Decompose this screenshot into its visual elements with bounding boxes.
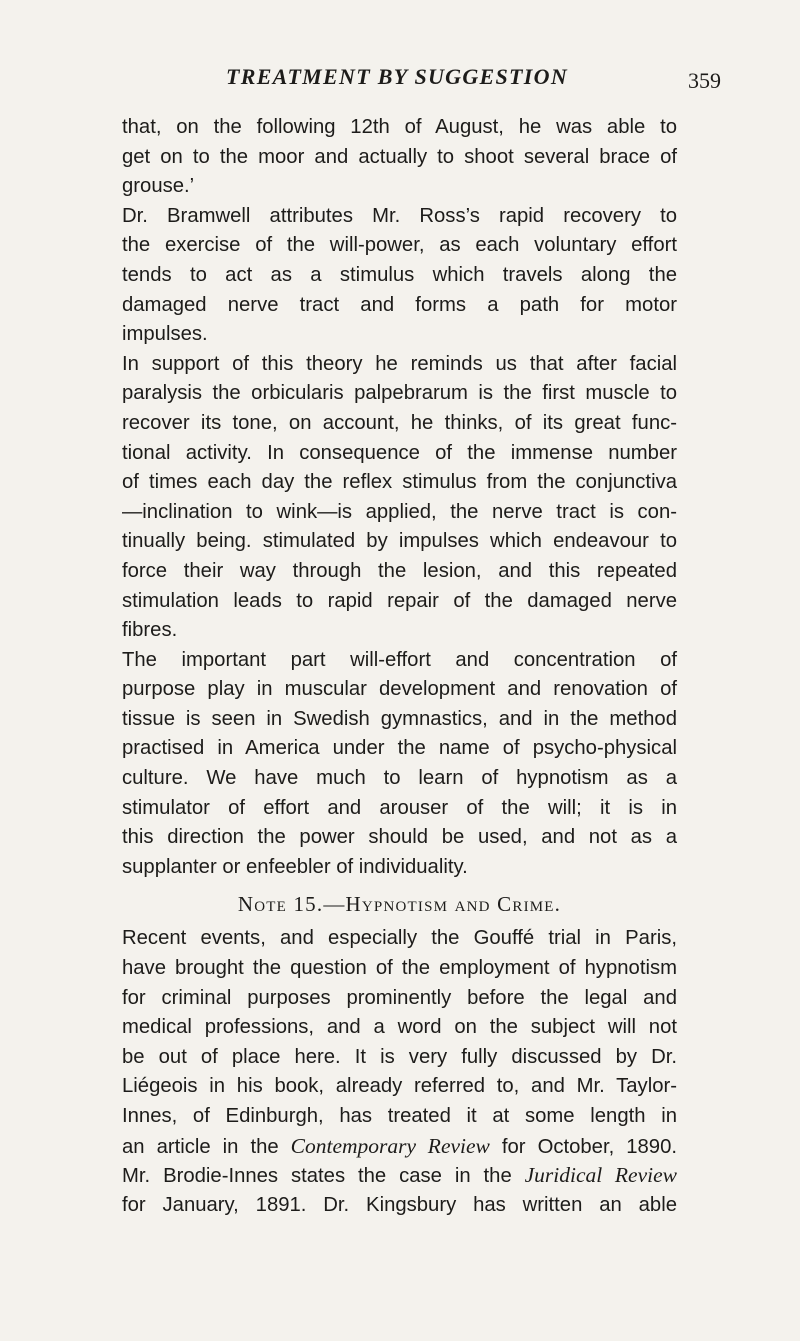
text-run: for October, 1890. [489,1135,677,1158]
text-line: tinually being. stimulated by impulses which endeavour to [122,530,677,553]
paragraphs-before-heading [122,113,677,882]
text-line: force their way through the lesion, and this repeated [122,559,677,582]
text-run: an article in the [122,1135,291,1158]
running-head [0,64,800,94]
running-title: TREATMENT BY SUGGESTION [226,64,569,89]
text-line: Liégeois in his book, already referred to, and Mr. Taylor- [122,1075,677,1098]
text-line: supplanter or enfeebler of individuality. [122,855,468,878]
text-line: stimulation leads to rapid repair of the damaged nerve [122,589,677,612]
text-line: tends to act as a stimulus which travels along the [122,263,677,286]
text-line: damaged nerve tract and forms a path for motor [122,293,677,316]
page-number: 359 [688,68,721,93]
text-line-final: for January, 1891. Dr. Kingsbury has written an able [122,1193,677,1216]
journal-title-italic: Juridical Review [524,1163,677,1188]
text-line: grouse.’ [122,175,195,198]
heading-title: Hypnotism and Crime. [345,892,562,917]
text-line: medical professions, and a word on the subject will not [122,1016,677,1039]
text-line: fibres. [122,619,178,642]
text-line: the exercise of the will-power, as each voluntary effort [122,234,677,257]
text-line: recover its tone, on account, he thinks, of its great func- [122,411,677,434]
text-line: that, on the following 12th of August, he was able to [122,116,677,138]
text-line: practised in America under the name of psycho-physical [122,737,677,760]
text-line: culture. We have much to learn of hypnotism as a [122,767,677,790]
heading-dash: — [323,892,346,917]
journal-title-italic: Contemporary Review [290,1133,490,1158]
text-line-contemporary-review [122,1132,677,1162]
text-line: be out of place here. It is very fully discussed by Dr. [122,1045,677,1068]
text-line: have brought the question of the employment of hypnotism [122,957,677,980]
text-line: paralysis the orbicularis palpebrarum is the first muscle to [122,382,677,405]
text-line: impulses. [122,323,208,346]
text-line: of times each day the reflex stimulus from the conjunctiva [122,471,677,494]
text-line-juridical-review [122,1161,677,1191]
paragraphs-after-heading [122,924,677,1131]
text-line: get on to the moor and actually to shoot several brace of [122,145,677,168]
text-line: for criminal purposes prominently before the legal and [122,986,677,1009]
section-heading [122,886,677,922]
text-run: Mr. Brodie-Innes states the case in the [122,1165,525,1188]
text-line: Dr. Bramwell attributes Mr. Ross’s rapid recovery to [122,204,677,227]
text-line: The important part will-effort and concentration of [122,648,677,671]
text-line: tional activity. In consequence of the immense number [122,441,677,464]
body-text [122,113,677,1220]
note-label: Note 15. [237,892,324,917]
text-line: In support of this theory he reminds us that after facial [122,352,677,375]
text-line: tissue is seen in Swedish gymnastics, and in the method [122,707,677,730]
text-line: —inclination to wink—is applied, the nerve tract is con- [122,500,677,523]
text-line: Innes, of Edinburgh, has treated it at some length in [122,1105,677,1127]
text-line: this direction the power should be used, and not as a [122,826,677,849]
text-line: purpose play in muscular development and renovation of [122,678,677,701]
text-line: Recent events, and especially the Gouffé trial in Paris, [122,927,677,950]
text-line: stimulator of effort and arouser of the will; it is in [122,796,677,819]
